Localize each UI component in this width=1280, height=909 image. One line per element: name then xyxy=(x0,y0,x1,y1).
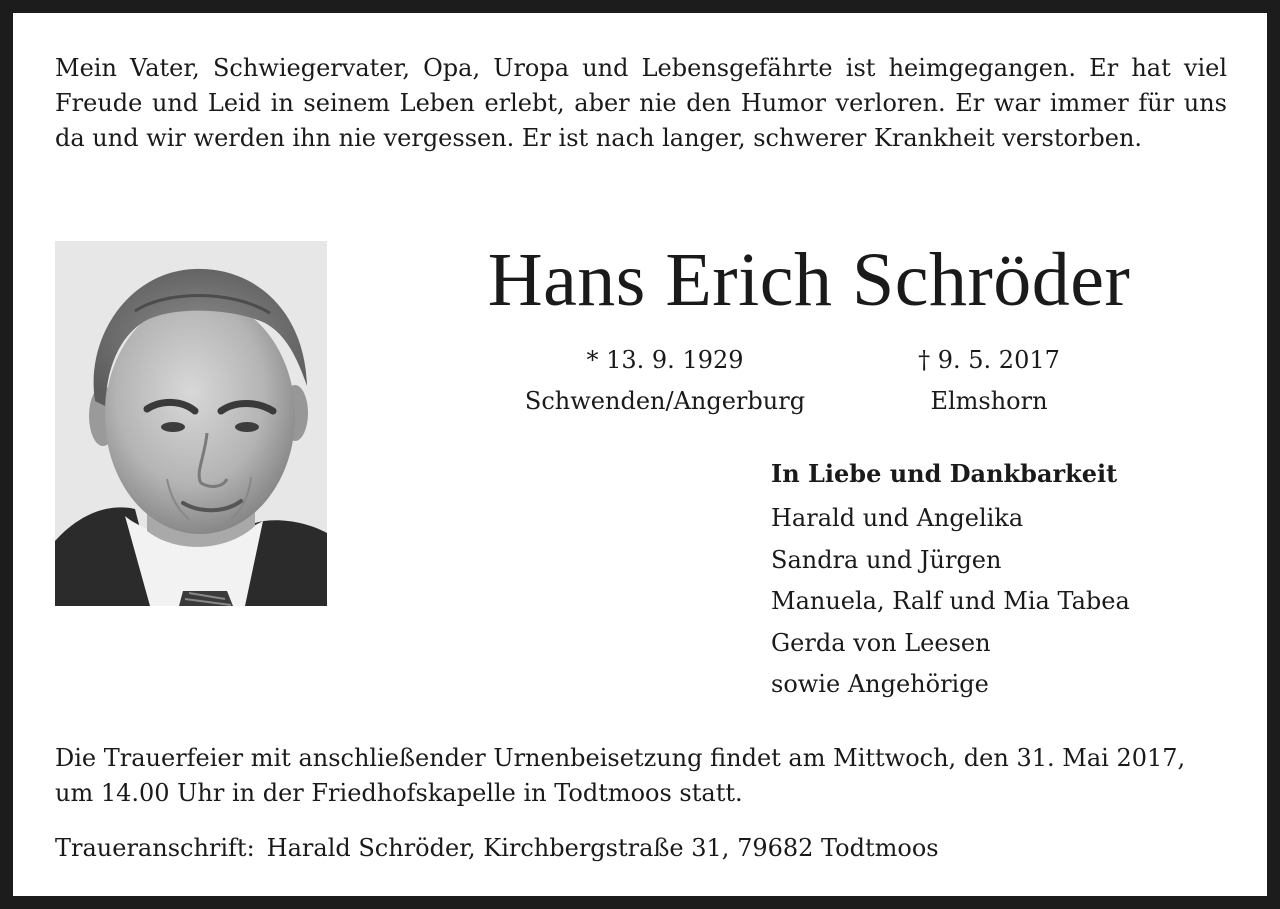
portrait-photo xyxy=(55,241,327,606)
mourners-heading: In Liebe und Dankbarkeit xyxy=(771,459,1118,488)
death-info xyxy=(865,340,1113,422)
death-place: Elmshorn xyxy=(930,387,1048,415)
mourner-name: Manuela, Ralf und Mia Tabea xyxy=(771,587,1130,615)
obituary-notice xyxy=(13,13,1267,896)
birth-date: * 13. 9. 1929 xyxy=(586,346,744,374)
intro-paragraph: Mein Vater, Schwiegervater, Opa, Uropa und Lebensgefährte ist heimgegangen. Er hat viel Freude und Leid in seinem Leben erlebt, aber nie den Humor verloren. Er war immer für uns da und wir werden ihn nie vergessen. Er ist nach langer, schwerer Krankheit verstorben. xyxy=(55,54,1227,152)
mourner-name: sowie Angehörige xyxy=(771,670,989,698)
mourner-name: Gerda von Leesen xyxy=(771,628,991,657)
address-label: Traueranschrift: xyxy=(55,834,255,862)
birth-place: Schwenden/Angerburg xyxy=(524,387,806,415)
mourner-name: Harald und Angelika xyxy=(771,504,1024,532)
death-date: † 9. 5. 2017 xyxy=(918,346,1060,374)
mourners-list xyxy=(771,456,1130,706)
mourning-address xyxy=(55,831,1227,866)
mourner-name: Sandra und Jürgen xyxy=(771,545,1002,574)
ceremony-paragraph: Die Trauerfeier mit anschließender Urnenbeisetzung findet am Mittwoch, den 31. Mai 2017, um 14.00 Uhr in der Friedhofskapelle in Todtmoos statt. xyxy=(55,744,1186,807)
address-value: Harald Schröder, Kirchbergstraße 31, 79682 Todtmoos xyxy=(266,834,939,862)
birth-info xyxy=(505,340,825,422)
deceased-name: Hans Erich Schröder xyxy=(487,238,1131,322)
